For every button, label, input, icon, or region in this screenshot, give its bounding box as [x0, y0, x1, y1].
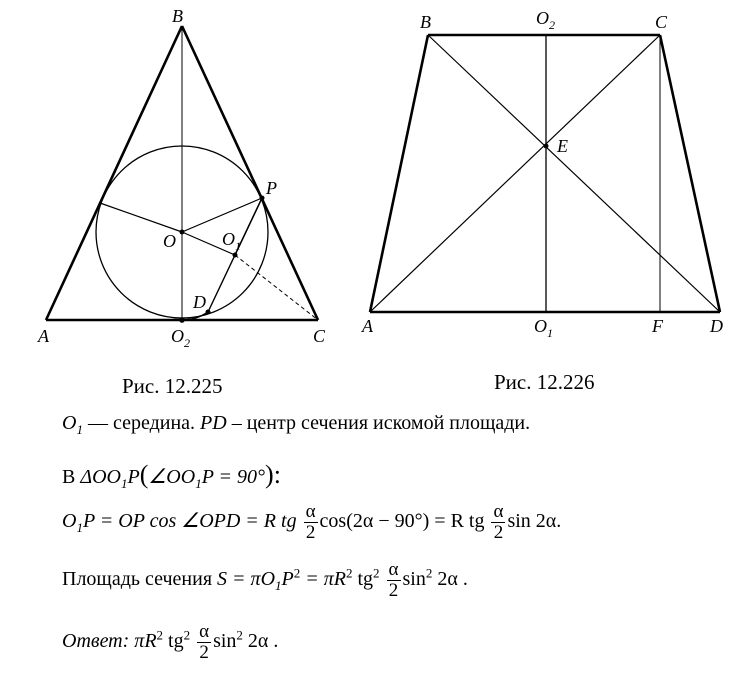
solution-line-2: В $\Delta OO_1P(\angle OO_1P = 90^\circ)$: — [62, 460, 281, 491]
label-o1b-sub: 1 — [547, 326, 553, 340]
diagonal-b-d — [428, 35, 720, 312]
fraction-alpha-over-2: $\frac{\alpha}{2}$ — [199, 621, 210, 663]
diagonal-a-c — [370, 35, 660, 312]
label-d: D — [193, 292, 206, 312]
label-o1: O — [222, 229, 235, 249]
fraction-alpha-over-2: $\frac{\alpha}{2}$ — [493, 501, 504, 543]
solution-line-answer: Ответ: $\pi R^2$ $tg^2$ $\frac{\alpha}{2}$ $\sin^2 2\alpha$ . — [62, 621, 279, 663]
solution-line-3: $O_1P$ = OP cos ∠OPD = R tg $\frac{\alpha}{2}$ cos(2α − 90°) = R tg $\frac{\alpha}{2}$ sin 2α. — [62, 501, 562, 543]
label-o2-sub: 2 — [184, 336, 190, 350]
label-o1b: O — [534, 316, 547, 336]
label-a2: A — [362, 316, 373, 336]
label-o2b-sub: 2 — [549, 18, 555, 32]
point-e — [544, 144, 549, 149]
label-b2: B — [420, 12, 431, 32]
label-f: F — [652, 316, 663, 336]
label-c2: C — [655, 12, 668, 32]
label-o2: O — [171, 326, 184, 346]
caption-12-225: Рис. 12.225 — [122, 374, 223, 398]
fraction-alpha-over-2: $\frac{\alpha}{2}$ — [388, 559, 399, 601]
label-o: O — [163, 231, 176, 251]
solution-line-4: Площадь сечения $S = \pi O_1P^2 = \pi R^2$ $tg^2$ $\frac{\alpha}{2}$ $\sin^2 2\alpha$ . — [62, 559, 468, 601]
fraction-alpha-over-2: $\frac{\alpha}{2}$ — [305, 501, 316, 543]
label-d2: D — [710, 316, 723, 336]
label-o1-sub: 1 — [235, 239, 241, 253]
label-b: B — [172, 6, 183, 26]
label-p: P — [266, 178, 277, 198]
label-e: E — [557, 136, 568, 156]
solution-line-1: $O_1$ — середина. PD – центр сечения искомой площади. — [62, 412, 531, 437]
label-c: C — [313, 326, 326, 346]
caption-12-226: Рис. 12.226 — [494, 370, 595, 394]
label-a: A — [38, 326, 49, 346]
label-o2b: O — [536, 8, 549, 28]
trapezoid-abcd — [370, 35, 720, 312]
answer-label: Ответ: — [62, 630, 130, 653]
